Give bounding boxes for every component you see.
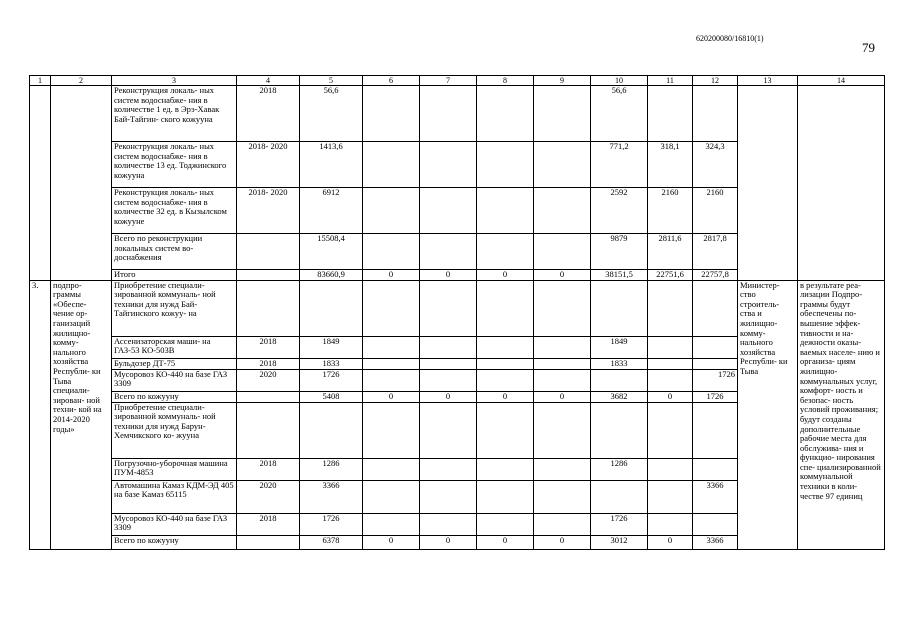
value-cell bbox=[534, 234, 591, 270]
value-cell bbox=[591, 480, 648, 513]
value-cell bbox=[420, 480, 477, 513]
column-header: 1 bbox=[30, 76, 51, 86]
description-cell: Приобретение специали- зированной коммуналь- ной техники для нужд Бай-Тайгинского кожуу- на bbox=[112, 280, 237, 336]
value-cell bbox=[477, 142, 534, 188]
description-cell: Ассенизаторская маши- на ГАЗ-53 КО-503В bbox=[112, 336, 237, 358]
year-cell bbox=[237, 402, 300, 458]
value-cell bbox=[648, 336, 693, 358]
year-cell: 2018 bbox=[237, 513, 300, 535]
value-cell: 22757,8 bbox=[693, 270, 738, 281]
value-cell bbox=[648, 480, 693, 513]
value-cell: 3012 bbox=[591, 535, 648, 549]
value-cell bbox=[420, 142, 477, 188]
total-cell bbox=[300, 402, 363, 458]
value-cell bbox=[363, 369, 420, 391]
value-cell bbox=[693, 458, 738, 480]
column-header: 6 bbox=[363, 76, 420, 86]
value-cell: 3682 bbox=[591, 391, 648, 402]
value-cell bbox=[693, 86, 738, 142]
value-cell bbox=[477, 280, 534, 336]
description-cell: Мусоровоз КО-440 на базе ГАЗ 3309 bbox=[112, 369, 237, 391]
document-code: 620200080/16810(1) bbox=[696, 34, 764, 43]
year-cell: 2020 bbox=[237, 480, 300, 513]
description-cell: Бульдозер ДТ-75 bbox=[112, 358, 237, 369]
value-cell: 22751,6 bbox=[648, 270, 693, 281]
program-table bbox=[29, 75, 885, 550]
description-cell: Приобретение специали- зированной коммуналь- ной техники для нужд Барун-Хемчикского ко- жууна bbox=[112, 402, 237, 458]
total-cell: 56,6 bbox=[300, 86, 363, 142]
value-cell bbox=[591, 402, 648, 458]
value-cell bbox=[534, 86, 591, 142]
value-cell bbox=[363, 480, 420, 513]
value-cell bbox=[534, 458, 591, 480]
value-cell bbox=[420, 369, 477, 391]
description-cell: Всего по кожууну bbox=[112, 391, 237, 402]
value-cell bbox=[534, 336, 591, 358]
value-cell: 771,2 bbox=[591, 142, 648, 188]
total-cell: 6378 bbox=[300, 535, 363, 549]
description-cell: Всего по кожууну bbox=[112, 535, 237, 549]
column-header: 5 bbox=[300, 76, 363, 86]
value-cell: 9879 bbox=[591, 234, 648, 270]
column-header: 13 bbox=[738, 76, 798, 86]
year-cell bbox=[237, 280, 300, 336]
year-cell: 2018 bbox=[237, 358, 300, 369]
value-cell: 0 bbox=[534, 270, 591, 281]
value-cell bbox=[591, 369, 648, 391]
total-cell: 15508,4 bbox=[300, 234, 363, 270]
total-cell: 1726 bbox=[300, 513, 363, 535]
year-cell bbox=[237, 535, 300, 549]
value-cell: 3366 bbox=[693, 535, 738, 549]
total-cell: 1849 bbox=[300, 336, 363, 358]
value-cell bbox=[477, 86, 534, 142]
value-cell bbox=[534, 402, 591, 458]
value-cell bbox=[648, 513, 693, 535]
table-row bbox=[30, 280, 885, 336]
column-header: 2 bbox=[51, 76, 112, 86]
value-cell bbox=[363, 280, 420, 336]
value-cell bbox=[363, 402, 420, 458]
value-cell bbox=[363, 234, 420, 270]
year-cell: 2018 bbox=[237, 458, 300, 480]
value-cell: 2592 bbox=[591, 188, 648, 234]
total-cell: 1726 bbox=[300, 369, 363, 391]
year-cell bbox=[237, 270, 300, 281]
column-header: 11 bbox=[648, 76, 693, 86]
total-cell: 6912 bbox=[300, 188, 363, 234]
value-cell: 0 bbox=[648, 535, 693, 549]
value-cell bbox=[591, 280, 648, 336]
year-cell: 2018 bbox=[237, 336, 300, 358]
value-cell: 2811,6 bbox=[648, 234, 693, 270]
value-cell bbox=[420, 458, 477, 480]
value-cell: 2160 bbox=[693, 188, 738, 234]
value-cell: 1726 bbox=[591, 513, 648, 535]
column-header: 14 bbox=[798, 76, 885, 86]
value-cell bbox=[534, 142, 591, 188]
value-cell bbox=[534, 369, 591, 391]
value-cell: 0 bbox=[420, 270, 477, 281]
description-cell: Автомашина Камаз КДМ-ЭД 405 на базе Камаз 65115 bbox=[112, 480, 237, 513]
value-cell bbox=[534, 188, 591, 234]
value-cell bbox=[420, 513, 477, 535]
value-cell bbox=[534, 480, 591, 513]
total-cell: 83660,9 bbox=[300, 270, 363, 281]
value-cell: 2160 bbox=[648, 188, 693, 234]
value-cell bbox=[363, 142, 420, 188]
value-cell: 1849 bbox=[591, 336, 648, 358]
value-cell: 0 bbox=[363, 270, 420, 281]
value-cell bbox=[534, 358, 591, 369]
value-cell bbox=[420, 280, 477, 336]
column-header: 9 bbox=[534, 76, 591, 86]
value-cell bbox=[693, 280, 738, 336]
value-cell bbox=[363, 358, 420, 369]
value-cell: 318,1 bbox=[648, 142, 693, 188]
value-cell bbox=[420, 336, 477, 358]
value-cell bbox=[693, 336, 738, 358]
executor-cell: Министер- ство строитель- ства и жилищно- комму- нального хозяйства Республи- ки Тыва bbox=[738, 280, 798, 549]
program-cell bbox=[51, 86, 112, 281]
year-cell: 2018- 2020 bbox=[237, 188, 300, 234]
value-cell: 0 bbox=[534, 535, 591, 549]
value-cell: 1286 bbox=[591, 458, 648, 480]
value-cell: 0 bbox=[420, 535, 477, 549]
value-cell bbox=[648, 86, 693, 142]
value-cell bbox=[420, 234, 477, 270]
year-cell: 2020 bbox=[237, 369, 300, 391]
year-cell: 2018- 2020 bbox=[237, 142, 300, 188]
total-cell bbox=[300, 280, 363, 336]
value-cell bbox=[534, 280, 591, 336]
page-number: 79 bbox=[862, 40, 875, 55]
value-cell bbox=[363, 458, 420, 480]
value-cell bbox=[420, 402, 477, 458]
table-row bbox=[30, 86, 885, 142]
value-cell bbox=[477, 234, 534, 270]
value-cell bbox=[363, 188, 420, 234]
total-cell: 1413,6 bbox=[300, 142, 363, 188]
value-cell bbox=[477, 513, 534, 535]
value-cell bbox=[648, 358, 693, 369]
value-cell: 324,3 bbox=[693, 142, 738, 188]
result-cell bbox=[798, 86, 885, 281]
executor-cell bbox=[738, 86, 798, 281]
value-cell: 0 bbox=[477, 535, 534, 549]
description-cell: Мусоровоз КО-440 на базе ГАЗ 3309 bbox=[112, 513, 237, 535]
value-cell bbox=[420, 188, 477, 234]
value-cell: 1726 bbox=[693, 391, 738, 402]
value-cell bbox=[693, 402, 738, 458]
value-cell bbox=[477, 480, 534, 513]
column-header: 10 bbox=[591, 76, 648, 86]
year-cell: 2018 bbox=[237, 86, 300, 142]
value-cell: 0 bbox=[534, 391, 591, 402]
value-cell bbox=[477, 402, 534, 458]
value-cell bbox=[420, 358, 477, 369]
value-cell: 0 bbox=[363, 535, 420, 549]
value-cell: 0 bbox=[477, 270, 534, 281]
value-cell: 38151,5 bbox=[591, 270, 648, 281]
value-cell bbox=[648, 280, 693, 336]
value-cell bbox=[477, 188, 534, 234]
value-cell bbox=[363, 86, 420, 142]
column-header: 7 bbox=[420, 76, 477, 86]
value-cell: 3366 bbox=[693, 480, 738, 513]
description-cell: Погрузочно-уборочная машина ПУМ-4853 bbox=[112, 458, 237, 480]
column-header: 8 bbox=[477, 76, 534, 86]
value-cell bbox=[363, 336, 420, 358]
total-cell: 1833 bbox=[300, 358, 363, 369]
value-cell: 2817,8 bbox=[693, 234, 738, 270]
value-cell: 1726 bbox=[693, 369, 738, 391]
description-cell: Реконструкция локаль- ных систем водоснабже- ния в количестве 32 ед. в Кызылском кожууне bbox=[112, 188, 237, 234]
value-cell bbox=[534, 513, 591, 535]
value-cell bbox=[693, 358, 738, 369]
column-header: 4 bbox=[237, 76, 300, 86]
description-cell: Реконструкция локаль- ных систем водоснабже- ния в количестве 13 ед. Тоджинского кожууна bbox=[112, 142, 237, 188]
value-cell: 0 bbox=[420, 391, 477, 402]
total-cell: 3366 bbox=[300, 480, 363, 513]
value-cell bbox=[648, 402, 693, 458]
column-header: 12 bbox=[693, 76, 738, 86]
total-cell: 5408 bbox=[300, 391, 363, 402]
year-cell bbox=[237, 391, 300, 402]
year-cell bbox=[237, 234, 300, 270]
value-cell bbox=[648, 458, 693, 480]
value-cell bbox=[477, 336, 534, 358]
value-cell: 0 bbox=[363, 391, 420, 402]
value-cell bbox=[420, 86, 477, 142]
section-number-cell: 3. bbox=[30, 280, 51, 549]
description-cell: Итого bbox=[112, 270, 237, 281]
value-cell: 0 bbox=[477, 391, 534, 402]
description-cell: Всего по реконструкции локальных систем во- доснабжения bbox=[112, 234, 237, 270]
total-cell: 1286 bbox=[300, 458, 363, 480]
value-cell bbox=[477, 358, 534, 369]
value-cell bbox=[477, 458, 534, 480]
result-cell: в результате реа- лизации Подпро- граммы будут обеспечены по- вышение эффек- тивности и на- дежности оказы- ваемых населе- нию и организа- циям жилищно- коммунальных услуг, комфорт- ность и безопас- ность условий проживания; будут созданы дополнительные рабочие места для обслужива- ния и функцио- нирования спе- циализированной коммунальной техники в коли- честве 97 единиц bbox=[798, 280, 885, 549]
value-cell: 56,6 bbox=[591, 86, 648, 142]
value-cell: 0 bbox=[648, 391, 693, 402]
value-cell: 1833 bbox=[591, 358, 648, 369]
program-cell: подпро- граммы «Обеспе- чение ор- ганизаций жилищно- комму- нального хозяйства Республи- ки Тыва специали- зирован- ной техни- кой на 2014-2020 годы» bbox=[51, 280, 112, 549]
value-cell bbox=[648, 369, 693, 391]
value-cell bbox=[693, 513, 738, 535]
value-cell bbox=[363, 513, 420, 535]
header-row bbox=[30, 76, 885, 86]
section-number-cell bbox=[30, 86, 51, 281]
value-cell bbox=[477, 369, 534, 391]
column-header: 3 bbox=[112, 76, 237, 86]
description-cell: Реконструкция локаль- ных систем водоснабже- ния в количестве 1 ед. в Эрэ-Хавак Бай-Тайгин- ского кожууна bbox=[112, 86, 237, 142]
